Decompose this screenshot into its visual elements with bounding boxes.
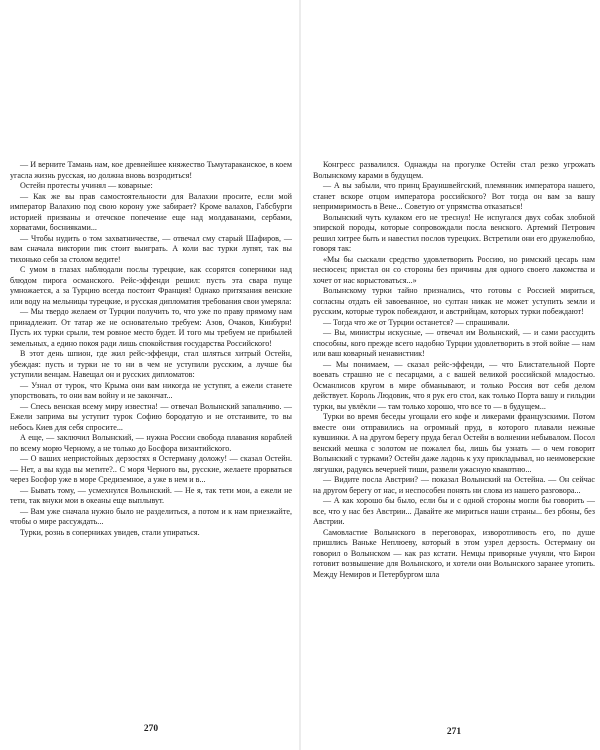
paragraph: — Чтобы нудить о том захватничестве, — отвечал сму старый Шафиров, — вам сначала виктории пик стоит выиграть. А коли вас турки лупят, так вы тихонько себя за столом ведите! [10,233,292,264]
paragraph: — Тогда что же от Турции останется? — спрашивали. [323,317,510,327]
page-number: 270 [143,724,159,734]
paragraph: «Мы бы сыскали средство удовлетворить Россию, но римский цесарь нам несносен; пристал он со стороны без причины для одного своего лакомства и хочет от нас корыстоваться...» [313,254,595,285]
paragraph: Волынскому турки тайно признались, что готовы с Россией мириться, согласны отдать ей завоеванное, но султан никак не может уступить земли и русским, которые турок побеждают, и австрийцам, которых турки побеждают! [313,286,595,316]
paragraph: — Спесь венская всему миру известна! — отвечал Волынский запальчиво. — Ежели заприма вы уступит турок Софию бородатую и не отстаивите, то вы небось Киев для себя спросите... [10,401,292,432]
paragraph: — Мы понимаем, — сказал рейс-эффенди, — что Блистательной Порте воевать страшно не с песарцами, а с вашей великой российской младостью. Османлисов кругом в мире обманывают, и только Россия вот себя делом действует. Король Людовик, что я рук его стол, как только Порта вашу и гильдии турки, вы увлёкли — там только хорошо, что все то — в будущем... [313,359,595,411]
paragraph: С умом в глазах наблюдали послы турецкие, как ссорятся соперники над блюдом пирога османского. Рейс-эффенди решил: пусть эта свара пуще умножается, а за Турцию всегда постоит Франция! Однако притязания венские или воду на мельницы турецкие, и русская дипломатия требования свои умеряла: [10,265,292,306]
paragraph: Турки, рознь в соперниках увидев, стали упираться. [20,527,200,537]
paragraph: — А как хорошо бы было, если бы и с одной стороны могли бы говорить — все, что у нас без Австрии... Давайте же мириться наши страны... без рбоны, без Австрии. [313,496,595,526]
paragraph: Самовластие Волынского в переговорах, изворотливость его, по душе пришлись Ваньке Неплюеву, который в этом узрел дерзость. Остерману он говорил о Волынском — как раз кстати. Немцы приворные учуяли, что Бирон готовит возвышение для Волынского, и хотели они Волынского заранее утопить. Между Немиров и Петербургом шла [313,527,595,579]
paragraph: А еще, — заключил Волынский, — нужна России свобода плавания кораблей по всему морю Черному, а не только до Босфора византийского. [10,433,292,453]
paragraph: — О ваших непристойных дерзостях я Остерману доложу! — сказал Остейн. — Нет, а вы куда вы метите?.. С моря Черного вы, русские, желаете прорваться через Босфор уже в море Средиземное, а уже в нем и в... [10,454,292,484]
paragraph: Остейн протесты учинял — коварные: [20,181,153,190]
paragraph: — Бывать тому, — усмехнулся Волынский. — Не я, так тети мои, а ежели не тети, так внуки мои в океаны еще выплывут. [10,485,292,505]
left-page [10,160,292,740]
paragraph: В этот день шпион, где жил рейс-эффенди, стал шляться хитрый Остейн, убеждая: пусть и турки не то ни в чем не уступили русским, а лучше бы уступили венцам. Навещал он и русских дипломатов: [10,349,292,379]
right-page-text [313,160,595,580]
paragraph: — Мы твердо желаем от Турции получить то, что уже по праву прямому нам принадлежит. От татар же не основательно требуем: Азов, Очаков, Кинбурн! Пусть их турки срыли, тем ровное место будет. И того мы требуем не прибылей земельных, а едино покоя ради лишь спокойствия государства Российского! [10,307,292,348]
paragraph: Турки во время беседы угощали его кофе и ликерами французскими. Потом вместе они отправились на огромный пруд, в которого плавали нежные кувшинки. А на другом берегу пруда бегал Остейн в волнении небывалом. Посол венский мешка с золотом не пожалел бы, лишь бы узнать — о чем говорит Волынский с турками? Остейн даже ладонь к уху прикладывал, но неимоверские лягушки, радуясь вечерней тиши, развели ужасную квакотню... [313,412,595,474]
paragraph: — И верните Тамань нам, кое древнейшее княжество Тьмутараканское, в коем угасла жизнь русская, но должна вновь возродиться! [10,160,292,180]
right-page [313,160,595,740]
paragraph: — Вам уже сначала нужно было не разделиться, а потом и к нам приезжайте, чтобы о мире рассуждать... [10,506,292,526]
paragraph: — Как же вы прав самостоятельности для Валахии просите, если мой император Валахию под свою корону уже забирает? Кроме валахов, Габсбурги историей призваны и отечское попечение еще над молдаванами, сербами, хорватами, боснияками... [10,191,292,232]
page-number: 271 [446,727,462,737]
paragraph: — Вы, министры искусные, — отвечал им Волынский, — и сами рассудить способны, кого прежде всего надобно Турции удовлетворить в этой войне — нам или ваш коварный ненавистник! [313,328,595,358]
book-gutter [299,0,301,750]
left-page-text [10,160,292,538]
paragraph: Волынский чуть кулаком его не треснул! Не испугался двух собак злобной эпирской породы, которые сопровождали посла венского. Артемий Петрович решил хитрее быть и навестил послов турецких. Встретили они его дружелюбно, говоря так: [313,212,595,253]
paragraph: — Видите посла Австрии? — показал Волынский на Остейна. — Он сейчас на другом берегу от нас, и неспособен понять ни слова из нашего разговора... [313,475,595,495]
paragraph: Конгресс развалился. Однажды на прогулке Остейн стал резко угрожать Волынскому карами в будущем. [313,160,595,180]
paragraph: — А вы забыли, что принц Брауншвейгский, племянник императора нашего, станет вскоре отцом императора российского? Вот тогда он вам за вашу непримиримость в Вене... Советую от упрямства отказаться! [313,181,595,211]
paragraph: — Узнал от турок, что Крыма они вам никогда не уступят, а ежели станете упорствовать, то они вам войну и не закончат... [10,380,292,400]
